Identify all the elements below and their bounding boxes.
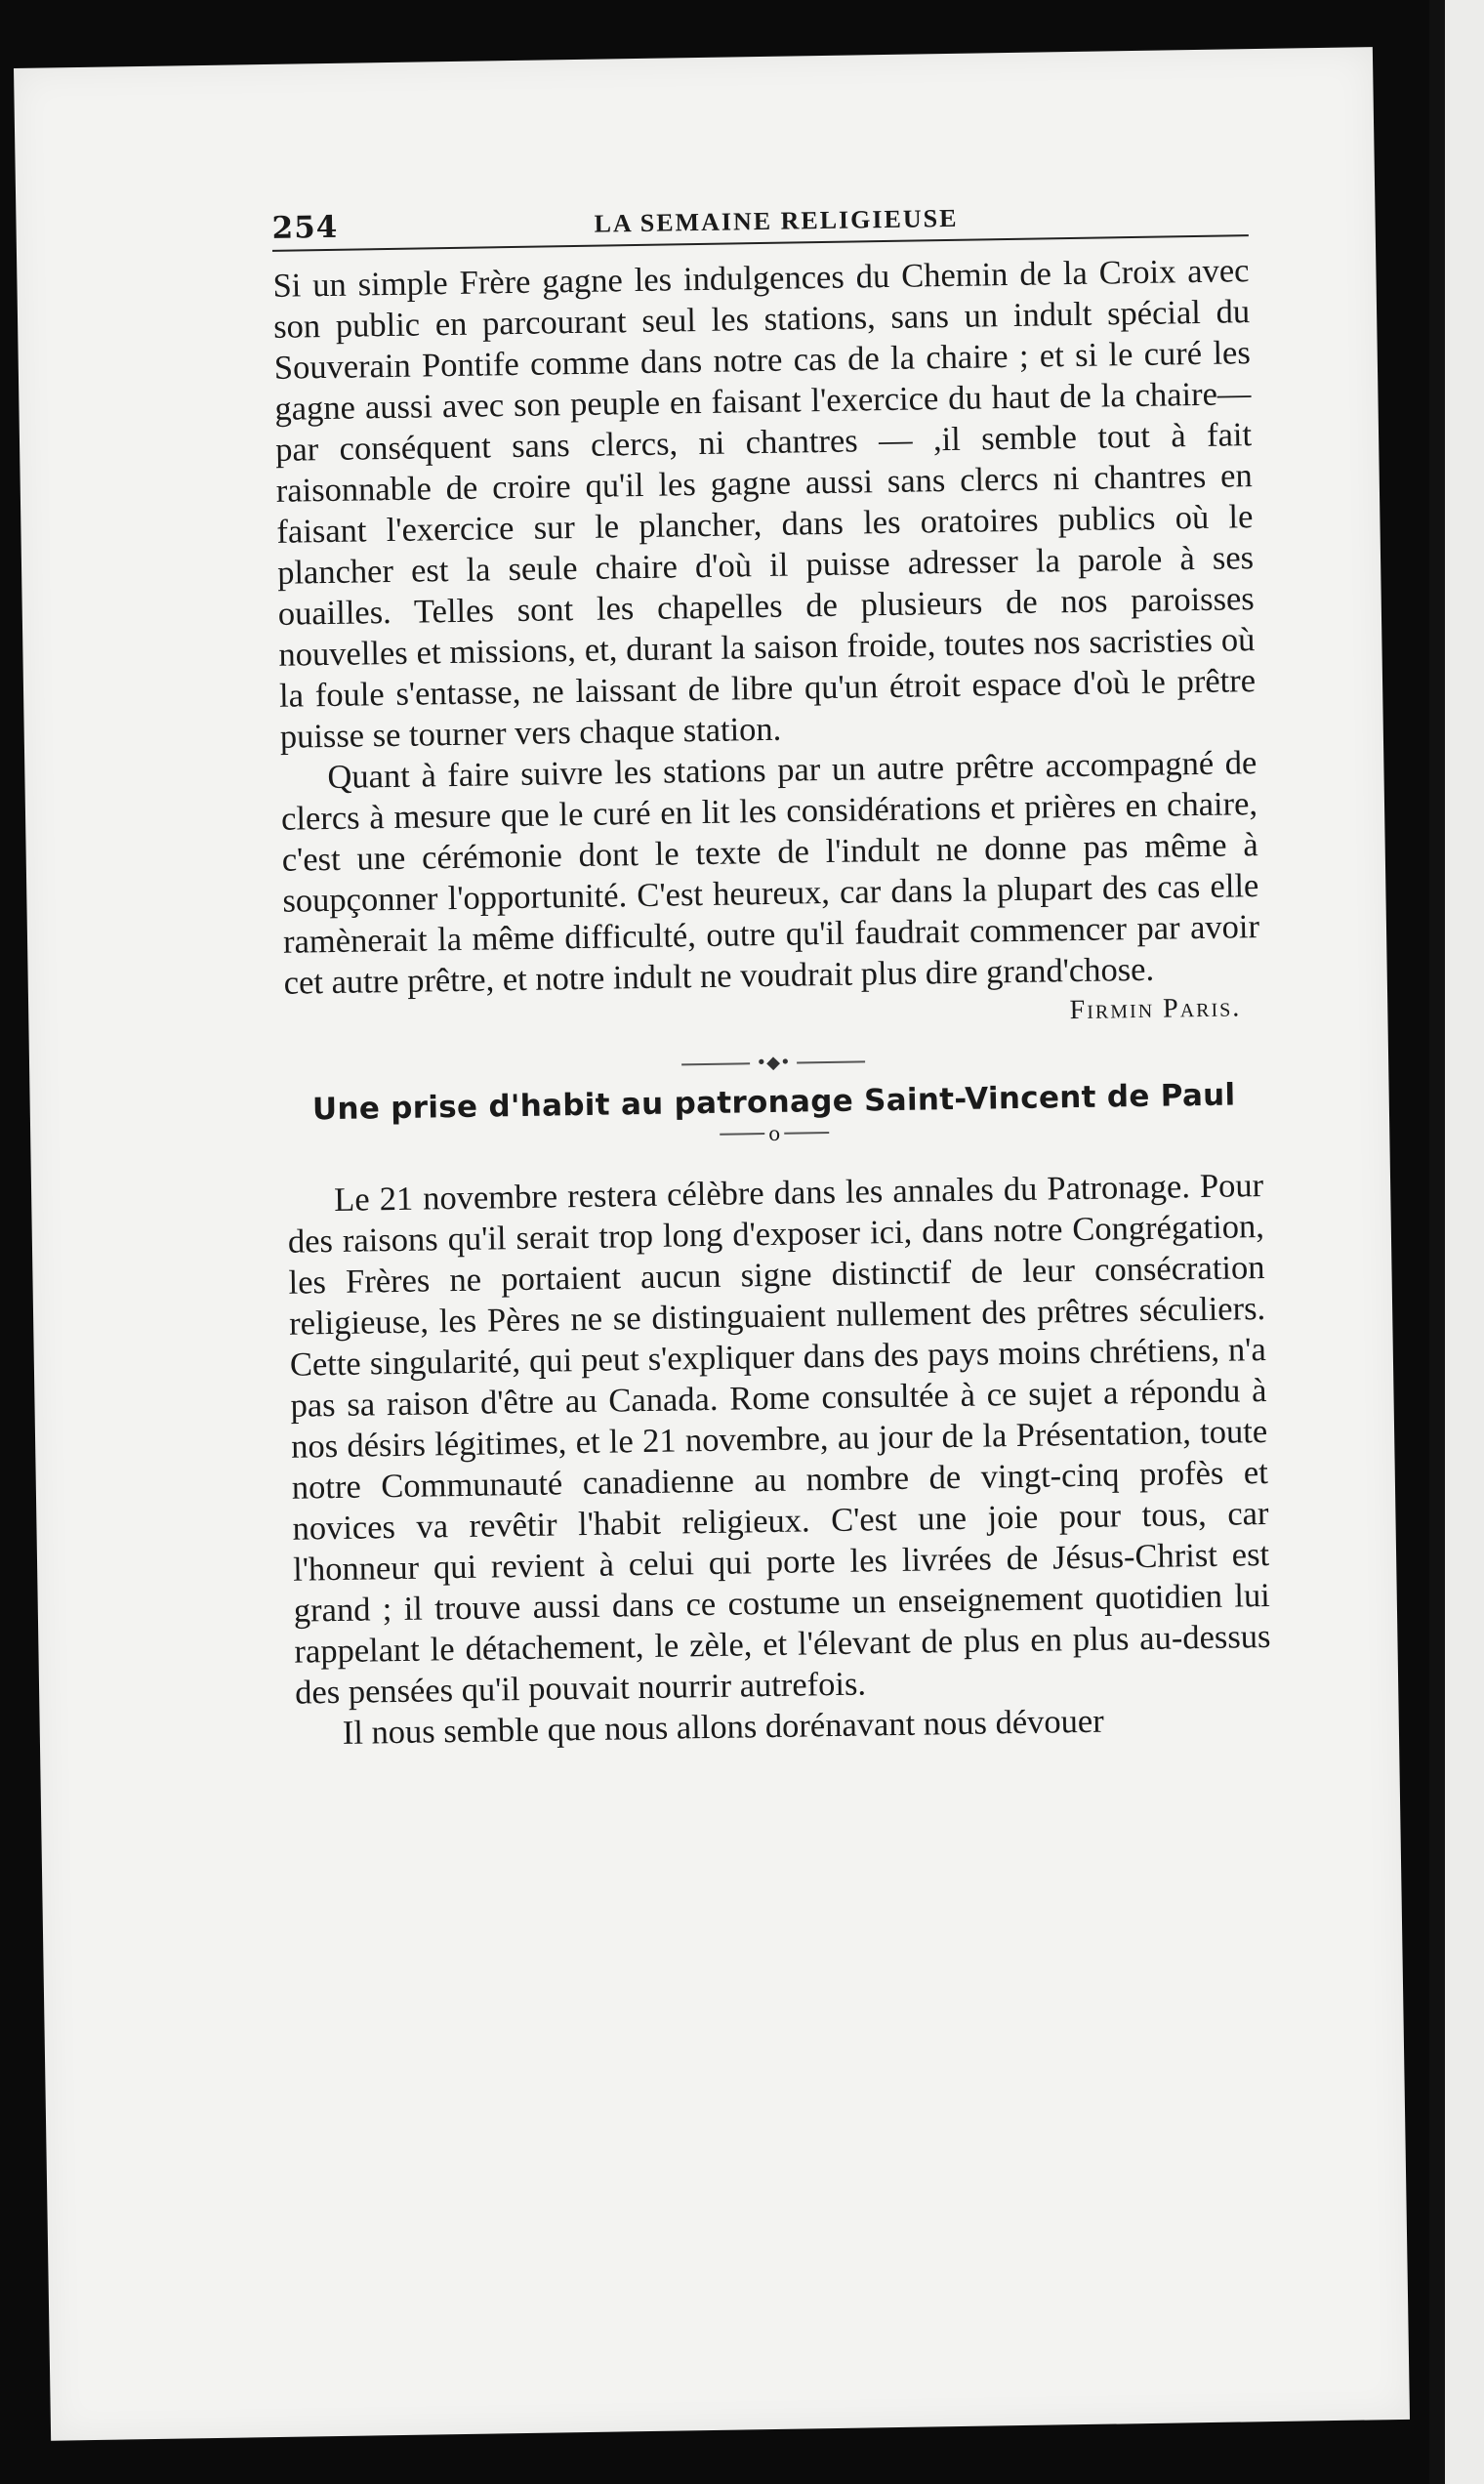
article1-paragraph-1: Si un simple Frère gagne les indulgences du Chemin de la Croix avec son public en parcourant seul les stations, sans un indult spécial du Souverain Pontife comme dans notre cas de la chaire ; et si le curé les gagne aussi avec son peuple en faisant l'exercice du haut de la chaire—par conséquent sans clercs, ni chantres — ,il semble tout à fait raisonnable de croire qu'il les gagne aussi sans clercs ni chantres en faisant l'exercice sur le plancher, dans les oratoires publics où le plancher est la seule chaire d'où il puisse adresser la parole à ses ouailles. Telles sont les chapelles de plusieurs de nos paroisses nouvelles et missions, et, durant la saison froide, toutes nos sacristies où la foule s'entasse, ne laissant de libre qu'un étroit espace d'où le prêtre puisse se tourner vers chaque station.: [272, 252, 1257, 756]
section-divider: [285, 1045, 1261, 1081]
title-divider-circle: o: [768, 1121, 781, 1145]
article2-title: Une prise d'habit au patronage Saint-Vincent de Paul: [311, 1077, 1236, 1128]
divider-line-left: [682, 1062, 751, 1065]
title-divider-line-left: [720, 1133, 764, 1136]
divider-ornament: •◆•: [756, 1052, 791, 1074]
adjacent-page-edge: [1429, 0, 1484, 2484]
article1-paragraph-2: Quant à faire suivre les stations par un autre prêtre accompagné de clercs à mesure que le curé en lit les considérations et prières en chaire, c'est une cérémonie dont le texte de l'indult ne donne pas même à soupçonner l'opportunité. C'est heureux, car dans la plupart des cas elle ramènerait la même difficulté, outre qu'il faudrait commencer par avoir cet autre prêtre, et notre indult ne voudrait plus dire grand'chose.: [280, 744, 1260, 1002]
book-page: [14, 47, 1410, 2441]
page-number: 254: [271, 209, 339, 246]
title-divider-line-right: [784, 1132, 829, 1135]
running-head: LA SEMAINE RELIGIEUSE: [594, 203, 959, 238]
text-block: [271, 195, 1272, 1755]
article2-paragraph-1: Le 21 novembre restera célèbre dans les annales du Patronage. Pour des raisons qu'il serait trop long d'exposer ici, dans notre Congrégation, les Frères ne portaient aucun signe distinctif de leur consécration religieuse, les Pères ne se distinguaient nullement des prêtres séculiers. Cette singularité, qui peut s'expliquer dans des pays moins chrétiens, n'a pas sa raison d'être au Canada. Rome consultée à ce sujet a répondu à nos désirs légitimes, et le 21 novembre, au jour de la Présentation, toute notre Communauté canadienne au nombre de vingt-cinq profès et novices va revêtir l'habit religieux. C'est une joie pour tous, car l'honneur qui revient à celui qui porte les livrées de Jésus-Christ est grand ; il trouve aussi dans ce costume un enseignement quotidien lui rappelant le détachement, le zèle, et l'élevant de plus en plus au-dessus des pensées qu'il pouvait nourrir autrefois.: [287, 1167, 1271, 1712]
author-signature: Firmin Paris.: [1069, 992, 1242, 1026]
page-header: [271, 195, 1249, 252]
article2-paragraph-2: Il nous semble que nous allons dorénavant nous dévouer: [342, 1702, 1104, 1752]
divider-line-right: [797, 1060, 865, 1063]
